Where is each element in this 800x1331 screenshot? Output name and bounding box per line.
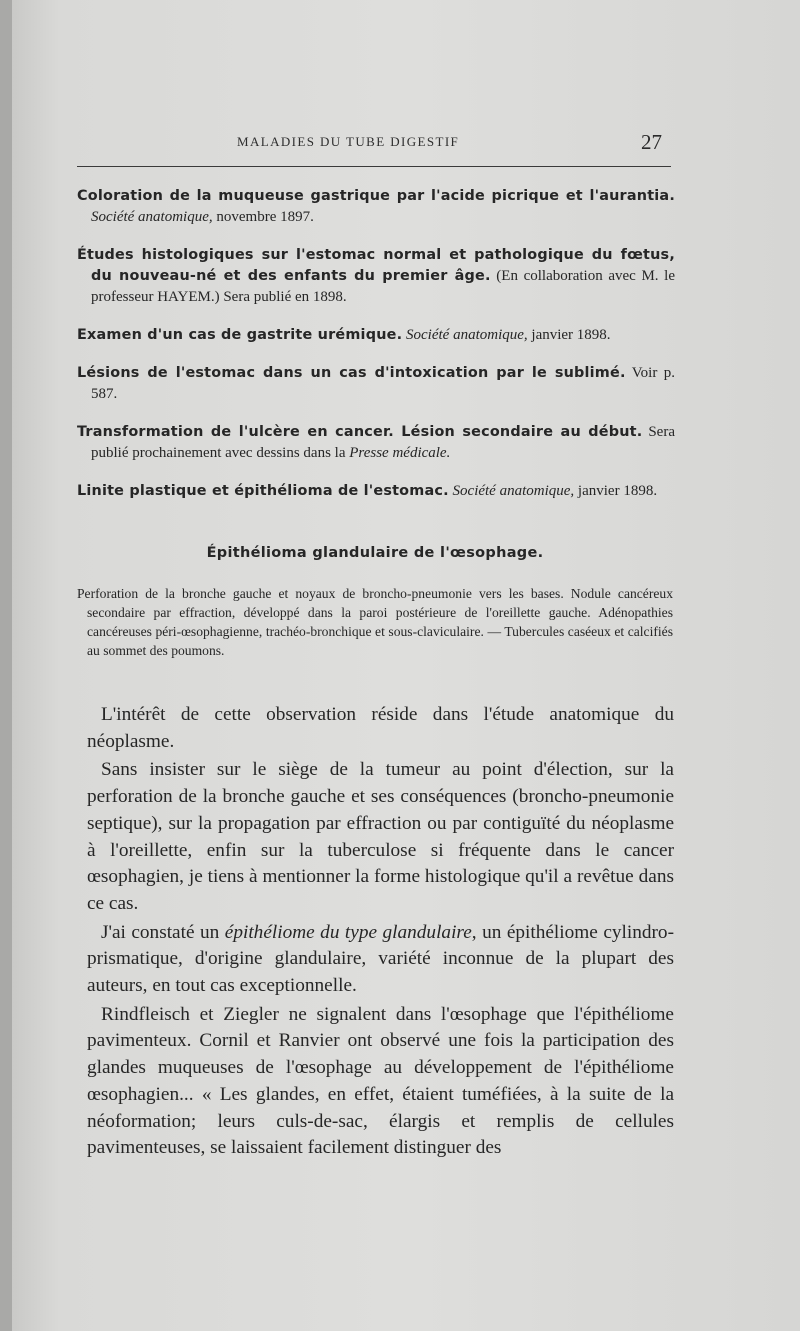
entry-journal: Société anatomique, [91,209,213,225]
book-page [12,0,800,1331]
emphasis-text: épithéliome du type glandulaire [224,921,472,943]
paragraph: L'intérêt de cette observation réside dans l'étude anatomique du néoplasme. [87,704,674,752]
bibliography-entry [77,245,675,308]
entry-detail: Voir p. 587. [91,365,675,402]
entry-journal: Presse médicale. [349,445,451,461]
entry-detail: janvier 1898. [527,327,611,343]
entry-detail: novembre 1897. [212,209,314,225]
entry-title: Lésions de l'estomac dans un cas d'intoxication par le sublimé. [77,365,626,381]
section-title: Épithélioma glandulaire de l'œsophage. [206,545,544,561]
paragraph-text: , un épithéliome cylindro-prismatique, d'origine glandulaire, variété inconnue de la plupart des auteurs, en tout cas exceptionnelle. [87,921,674,997]
bibliography-entry [77,325,675,346]
case-section [77,545,673,660]
section-abstract: Perforation de la bronche gauche et noyaux de broncho-pneumonie vers les bases. Nodule cancéreux secondaire par effraction, développé dans la paroi postérieure de l'oreillette gauche. Adénopathies cancéreuses péri-œsophagienne, trachéo-bronchique et sous-claviculaire. — Tubercules caséeux et calcifiés au sommet des poumons. [77,586,673,658]
paragraph-text: J'ai constaté un [101,921,225,943]
entry-journal: Société anatomique, [406,327,528,343]
entry-title: Examen d'un cas de gastrite urémique. [77,327,403,343]
entry-detail: (En collaboration avec M. le professeur HAYEM.) Sera publié en 1898. [91,268,675,305]
entry-detail: Sera publié prochainement avec dessins dans la [91,424,675,461]
bibliography-entry [77,363,675,405]
running-title: MALADIES DU TUBE DIGESTIF [237,134,460,149]
paragraph: Sans insister sur le siège de la tumeur au point d'élection, sur la perforation de la bronche gauche et ses conséquences (broncho-pneumonie septique), sur la propagation par effraction ou par contiguïté du néoplasme à l'oreillette, enfin sur la tuberculose si fréquente dans le cancer œsophagien, je tiens à mentionner la forme histologique qu'il a revêtue dans ce cas. [87,759,674,914]
paragraph [87,920,674,1000]
page-number: 27 [641,130,662,154]
entry-title: Coloration de la muqueuse gastrique par l'acide picrique et l'aurantia. [77,188,675,204]
body-text [87,702,674,1164]
bibliography-entry [77,422,675,464]
running-header [12,130,800,160]
bibliography-list [77,186,675,519]
paragraph: Rindfleisch et Ziegler ne signalent dans l'œsophage que l'épithéliome pavimenteux. Cornil et Ranvier ont observé une fois la participation des glandes muqueuses de l'œsophage au développement de l'épithéliome œsophagien... « Les glandes, en effet, étaient tuméfiées, à la suite de la néoformation; leurs culs-de-sac, élargis et remplis de cellules pavimenteuses, se laissaient facilement distinguer des [87,1003,674,1159]
entry-title: Linite plastique et épithélioma de l'estomac. [77,483,449,499]
bibliography-entry [77,481,675,502]
header-rule [77,166,671,167]
bibliography-entry [77,186,675,228]
entry-detail: janvier 1898. [574,483,658,499]
entry-journal: Société anatomique, [452,483,575,499]
entry-title: Études histologiques sur l'estomac normal et pathologique du fœtus, du nouveau-né et des enfants du premier âge. [77,247,675,284]
entry-title: Transformation de l'ulcère en cancer. Lésion secondaire au début. [77,424,643,440]
